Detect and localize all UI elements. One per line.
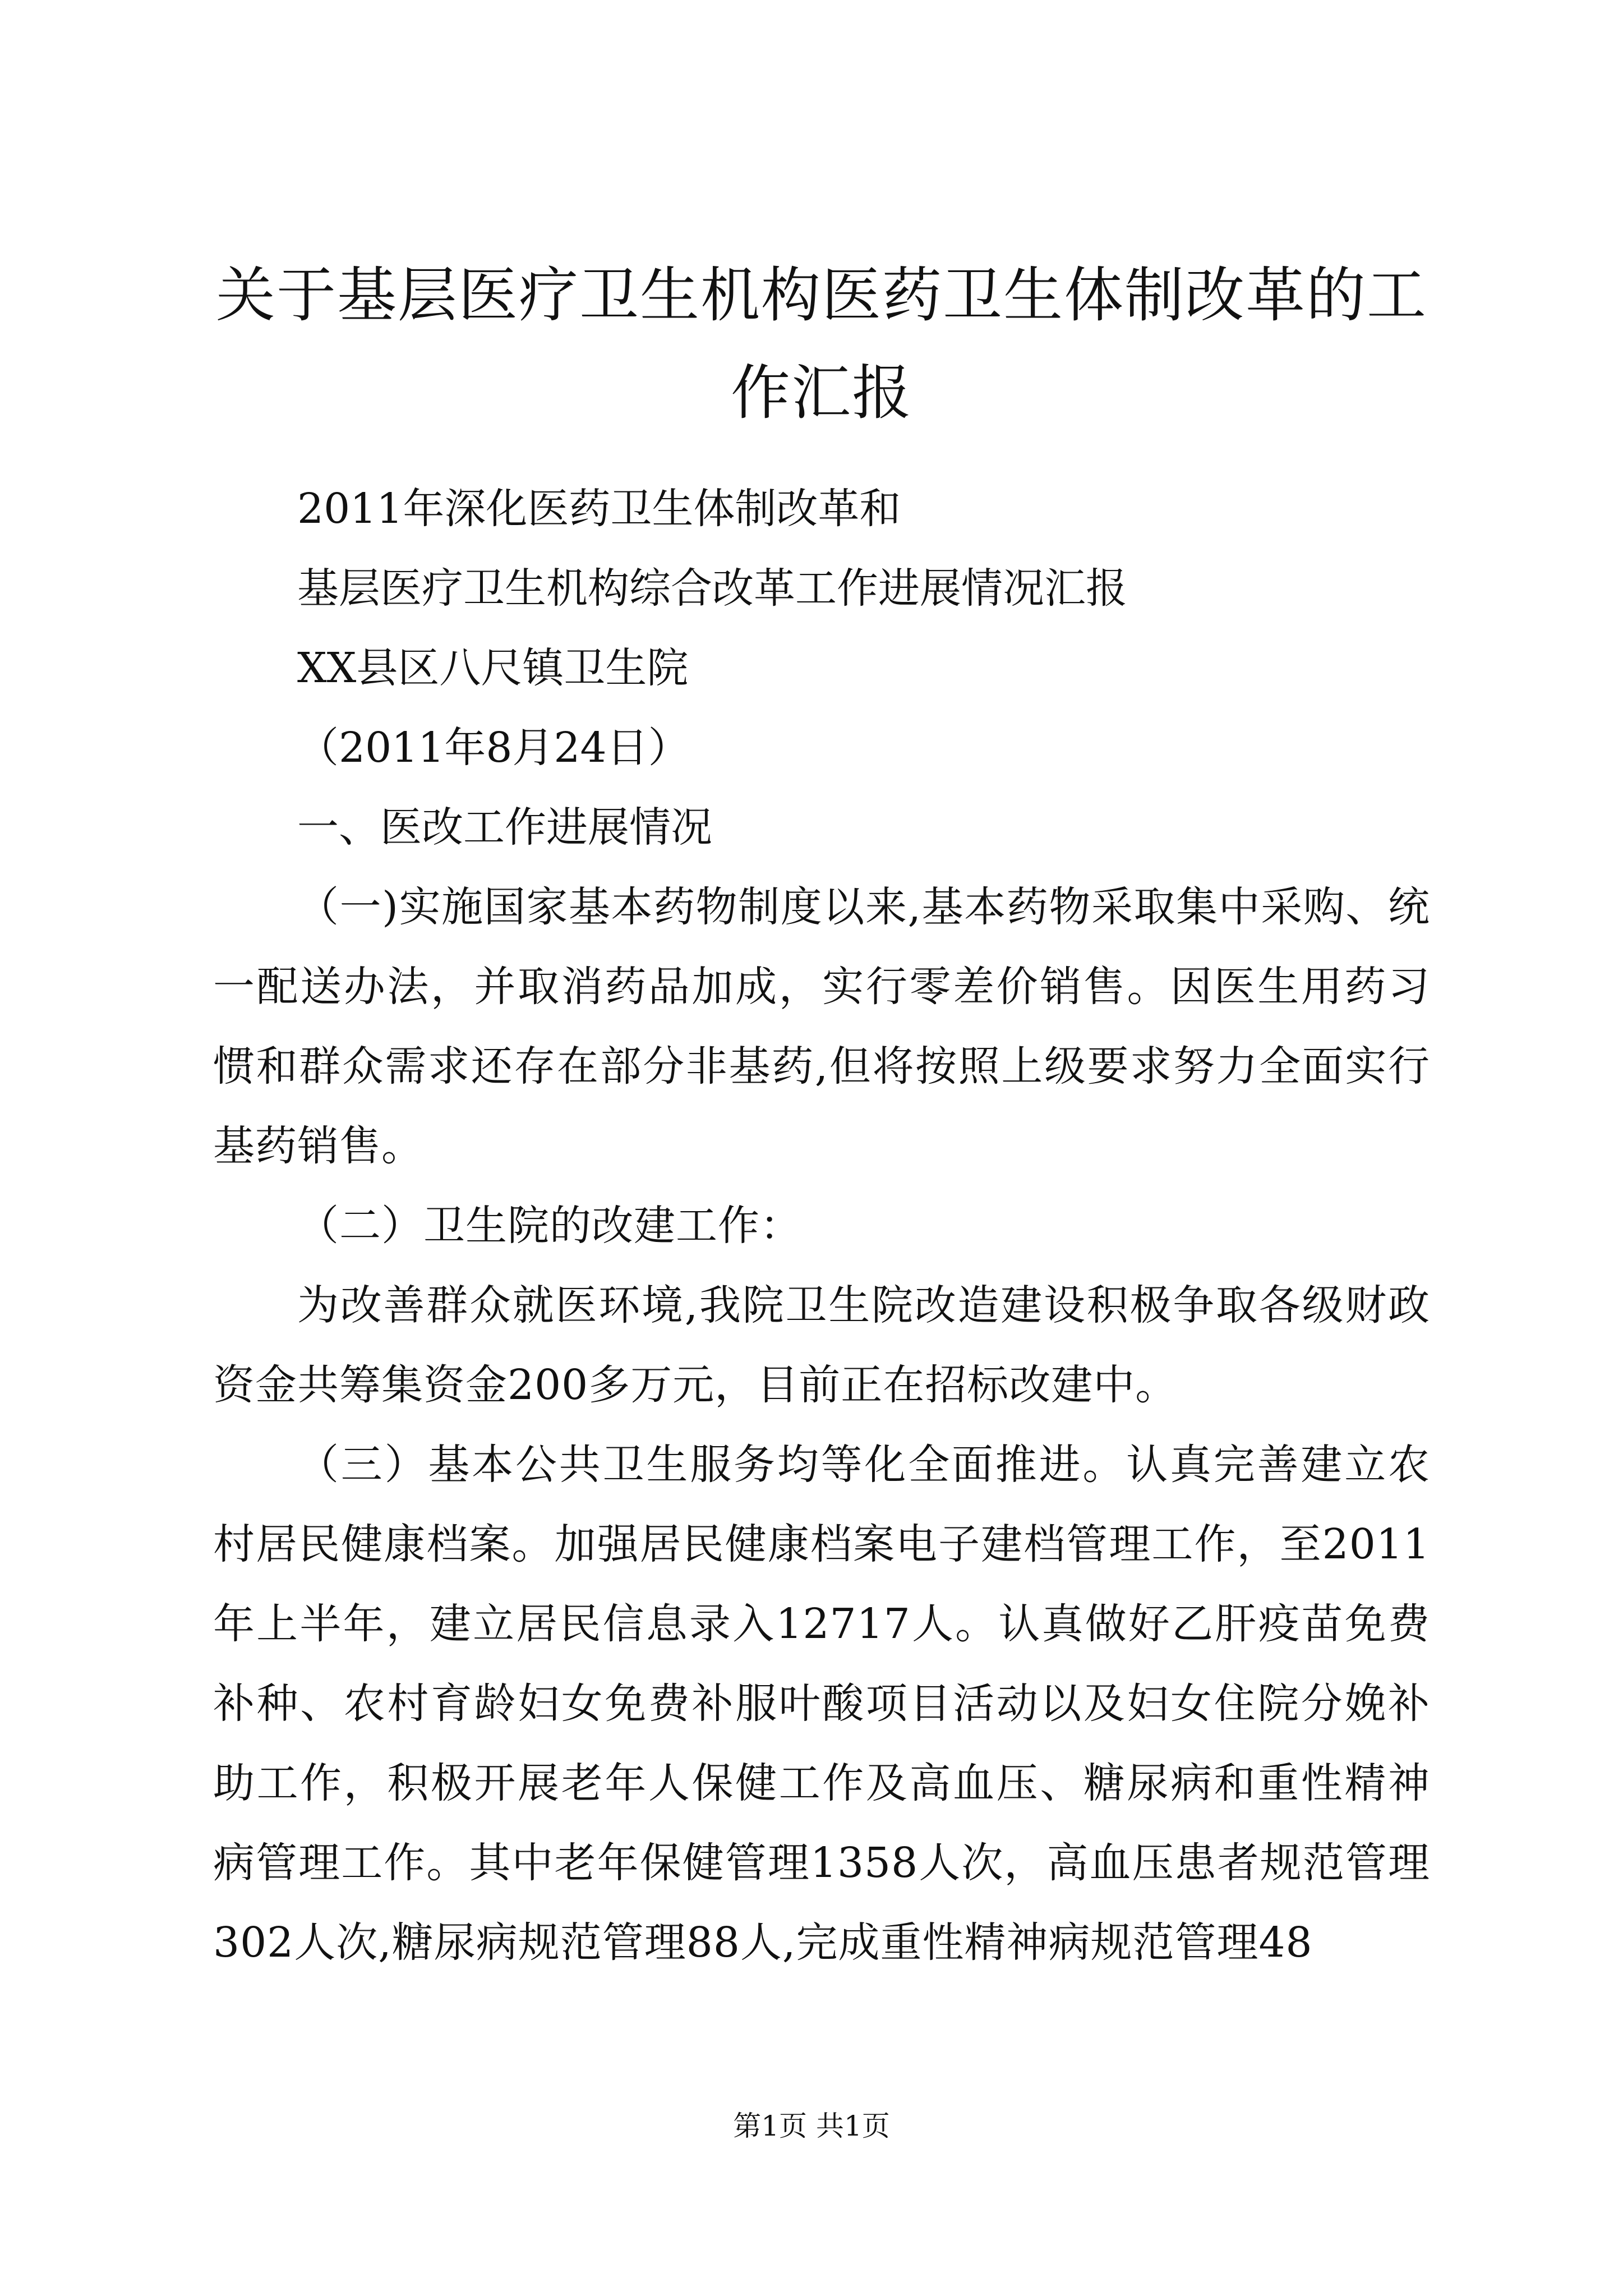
- subheading-date: （2011年8月24日）: [297, 724, 690, 772]
- paragraph-public-health: （三）基本公共卫生服务均等化全面推进。认真完善建立农村居民健康档案。加强居民健康档案电子建档管理工作，至2011年上半年，建立居民信息录入12717人。认真做好乙肝疫苗免费补种、农村育龄妇女免费补服叶酸项目活动以及妇女住院分娩补助工作，积极开展老年人保健工作及高血压、糖尿病和重性精神病管理工作。其中老年保健管理1358人次，高血压患者规范管理302人次,糖尿病规范管理88人,完成重性精神病规范管理48: [213, 1441, 1430, 1967]
- document-title: 关于基层医疗卫生机构医药卫生体制改革的工作汇报: [216, 261, 1427, 427]
- document-body: [213, 469, 1430, 1982]
- paragraph-essential-drugs: （一)实施国家基本药物制度以来,基本药物采取集中采购、统一配送办法，并取消药品加成，实行零差价销售。因医生用药习惯和群众需求还存在部分非基药,但将按照上级要求努力全面实行基药销售。: [213, 883, 1430, 1170]
- section-heading: 一、医改工作进展情况: [297, 803, 712, 852]
- paragraph-reconstruction-heading: （二）卫生院的改建工作：: [297, 1202, 802, 1250]
- paragraph-reconstruction: 为改善群众就医环境,我院卫生院改造建设积极争取各级财政资金共筹集资金200多万元，目前正在招标改建中。: [213, 1281, 1430, 1409]
- subheading-year-reform: 2011年深化医药卫生体制改革和: [297, 485, 901, 533]
- subheading-report-title: 基层医疗卫生机构综合改革工作进展情况汇报: [297, 564, 1127, 613]
- subheading-organization: XX县区八尺镇卫生院: [297, 644, 689, 692]
- page-footer: 第1页 共1页: [733, 2110, 890, 2142]
